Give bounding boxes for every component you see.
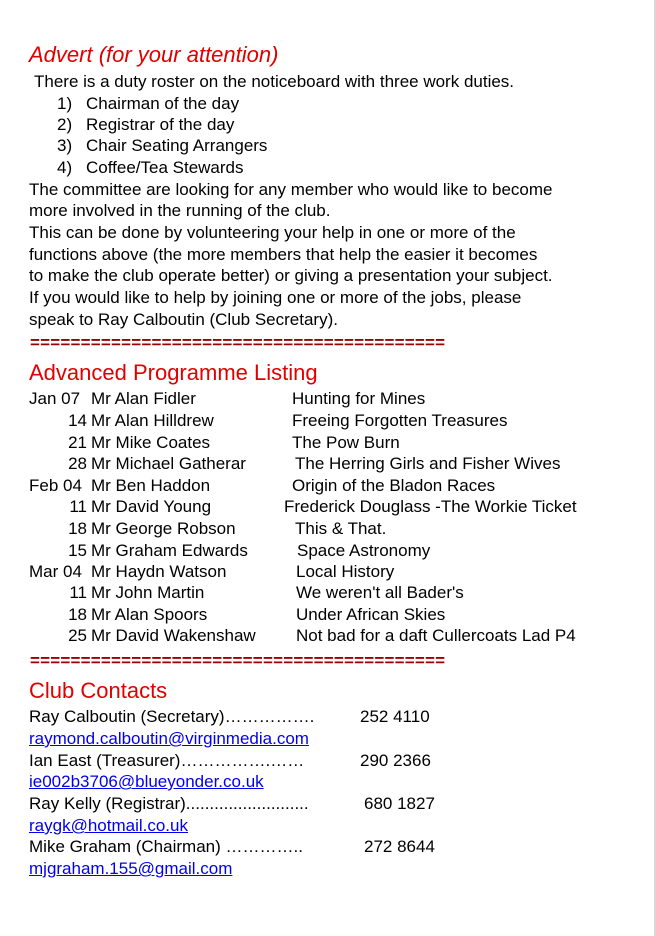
programme-day: 18 <box>68 519 87 538</box>
programme-day: 25 <box>68 626 87 645</box>
contact-name: Ray Kelly (Registrar).......................... <box>29 794 309 813</box>
programme-month: Jan 07 <box>29 389 81 408</box>
programme-speaker: Mr David Young <box>91 497 212 516</box>
advert-body-line: more involved in the running of the club. <box>29 201 331 220</box>
programme-speaker: Mr Ben Haddon <box>91 476 211 495</box>
duty-item-number: 3) <box>57 136 73 155</box>
programme-day: 28 <box>68 454 87 473</box>
advert-body-line: This can be done by volunteering your help in one or more of the <box>29 223 516 242</box>
programme-row <box>0 583 656 604</box>
duty-item-label: Chairman of the day <box>86 94 240 113</box>
section-separator: ========================================= <box>30 333 446 352</box>
programme-speaker: Mr Alan Hilldrew <box>91 411 214 430</box>
contact-name: Mike Graham (Chairman) ………….. <box>29 837 303 856</box>
advert-body-line: to make the club operate better) or giving a presentation your subject. <box>29 266 553 285</box>
programme-row <box>0 626 656 647</box>
contact-phone: 290 2366 <box>360 751 431 770</box>
programme-row <box>0 541 656 562</box>
programme-row <box>0 411 656 432</box>
contact-email-link[interactable]: raygk@hotmail.co.uk <box>29 816 188 835</box>
programme-heading: Advanced Programme Listing <box>29 360 318 385</box>
section-separator: ========================================= <box>30 651 446 670</box>
programme-speaker: Mr Michael Gatherar <box>91 454 246 473</box>
programme-title: Under African Skies <box>296 605 446 624</box>
contact-email-link[interactable]: ie002b3706@blueyonder.co.uk <box>29 772 264 791</box>
contacts-heading: Club Contacts <box>29 678 168 703</box>
programme-row <box>0 454 656 475</box>
advert-heading: Advert (for your attention) <box>29 42 279 67</box>
contact-email-link[interactable]: raymond.calboutin@virginmedia.com <box>29 729 309 748</box>
programme-title: Origin of the Bladon Races <box>292 476 496 495</box>
programme-row <box>0 497 656 518</box>
programme-title: Not bad for a daft Cullercoats Lad P4 <box>296 626 576 645</box>
programme-row <box>0 476 656 497</box>
programme-row <box>0 519 656 540</box>
programme-row <box>0 562 656 583</box>
programme-title: This & That. <box>295 519 387 538</box>
programme-title: Frederick Douglass -The Workie Ticket <box>284 497 577 516</box>
advert-body-line: functions above (the more members that help the easier it becomes <box>29 245 538 264</box>
duty-item-number: 2) <box>57 115 73 134</box>
advert-body-line: The committee are looking for any member who would like to become <box>29 180 553 199</box>
programme-speaker: Mr Graham Edwards <box>91 541 248 560</box>
contact-phone: 252 4110 <box>360 707 430 726</box>
programme-day: 11 <box>69 497 87 516</box>
programme-title: We weren't all Bader's <box>296 583 464 602</box>
programme-speaker: Mr Alan Spoors <box>91 605 208 624</box>
contact-name: Ray Calboutin (Secretary)……………. <box>29 707 315 726</box>
programme-row <box>0 605 656 626</box>
contact-name: Ian East (Treasurer)…………….…… <box>29 751 305 770</box>
programme-day: 11 <box>69 583 87 602</box>
programme-month: Mar 04 <box>29 562 82 581</box>
advert-body-line: If you would like to help by joining one or more of the jobs, please <box>29 288 522 307</box>
programme-day: 15 <box>68 541 87 560</box>
duty-item-label: Chair Seating Arrangers <box>86 136 268 155</box>
programme-row <box>0 389 656 410</box>
programme-title: Hunting for Mines <box>292 389 426 408</box>
programme-day: 21 <box>68 433 87 452</box>
contact-email-link[interactable]: mjgraham.155@gmail.com <box>29 859 233 878</box>
duty-item-number: 4) <box>57 158 73 177</box>
duty-item-number: 1) <box>57 94 73 113</box>
programme-row <box>0 433 656 454</box>
programme-title: The Pow Burn <box>292 433 400 452</box>
advert-intro: There is a duty roster on the noticeboard with three work duties. <box>34 72 515 91</box>
duty-item-label: Coffee/Tea Stewards <box>86 158 244 177</box>
advert-body-line: speak to Ray Calboutin (Club Secretary). <box>29 310 338 329</box>
programme-day: 18 <box>68 605 87 624</box>
programme-speaker: Mr Mike Coates <box>91 433 211 452</box>
programme-title: Freeing Forgotten Treasures <box>292 411 508 430</box>
programme-month: Feb 04 <box>29 476 82 495</box>
duty-item-label: Registrar of the day <box>86 115 235 134</box>
programme-title: The Herring Girls and Fisher Wives <box>295 454 561 473</box>
contact-phone: 272 8644 <box>364 837 435 856</box>
programme-title: Space Astronomy <box>297 541 431 560</box>
programme-speaker: Mr Alan Fidler <box>91 389 196 408</box>
programme-day: 14 <box>68 411 87 430</box>
contact-phone: 680 1827 <box>364 794 435 813</box>
programme-speaker: Mr Haydn Watson <box>91 562 227 581</box>
programme-speaker: Mr John Martin <box>91 583 205 602</box>
programme-speaker: Mr David Wakenshaw <box>91 626 256 645</box>
programme-speaker: Mr George Robson <box>91 519 236 538</box>
programme-title: Local History <box>296 562 395 581</box>
